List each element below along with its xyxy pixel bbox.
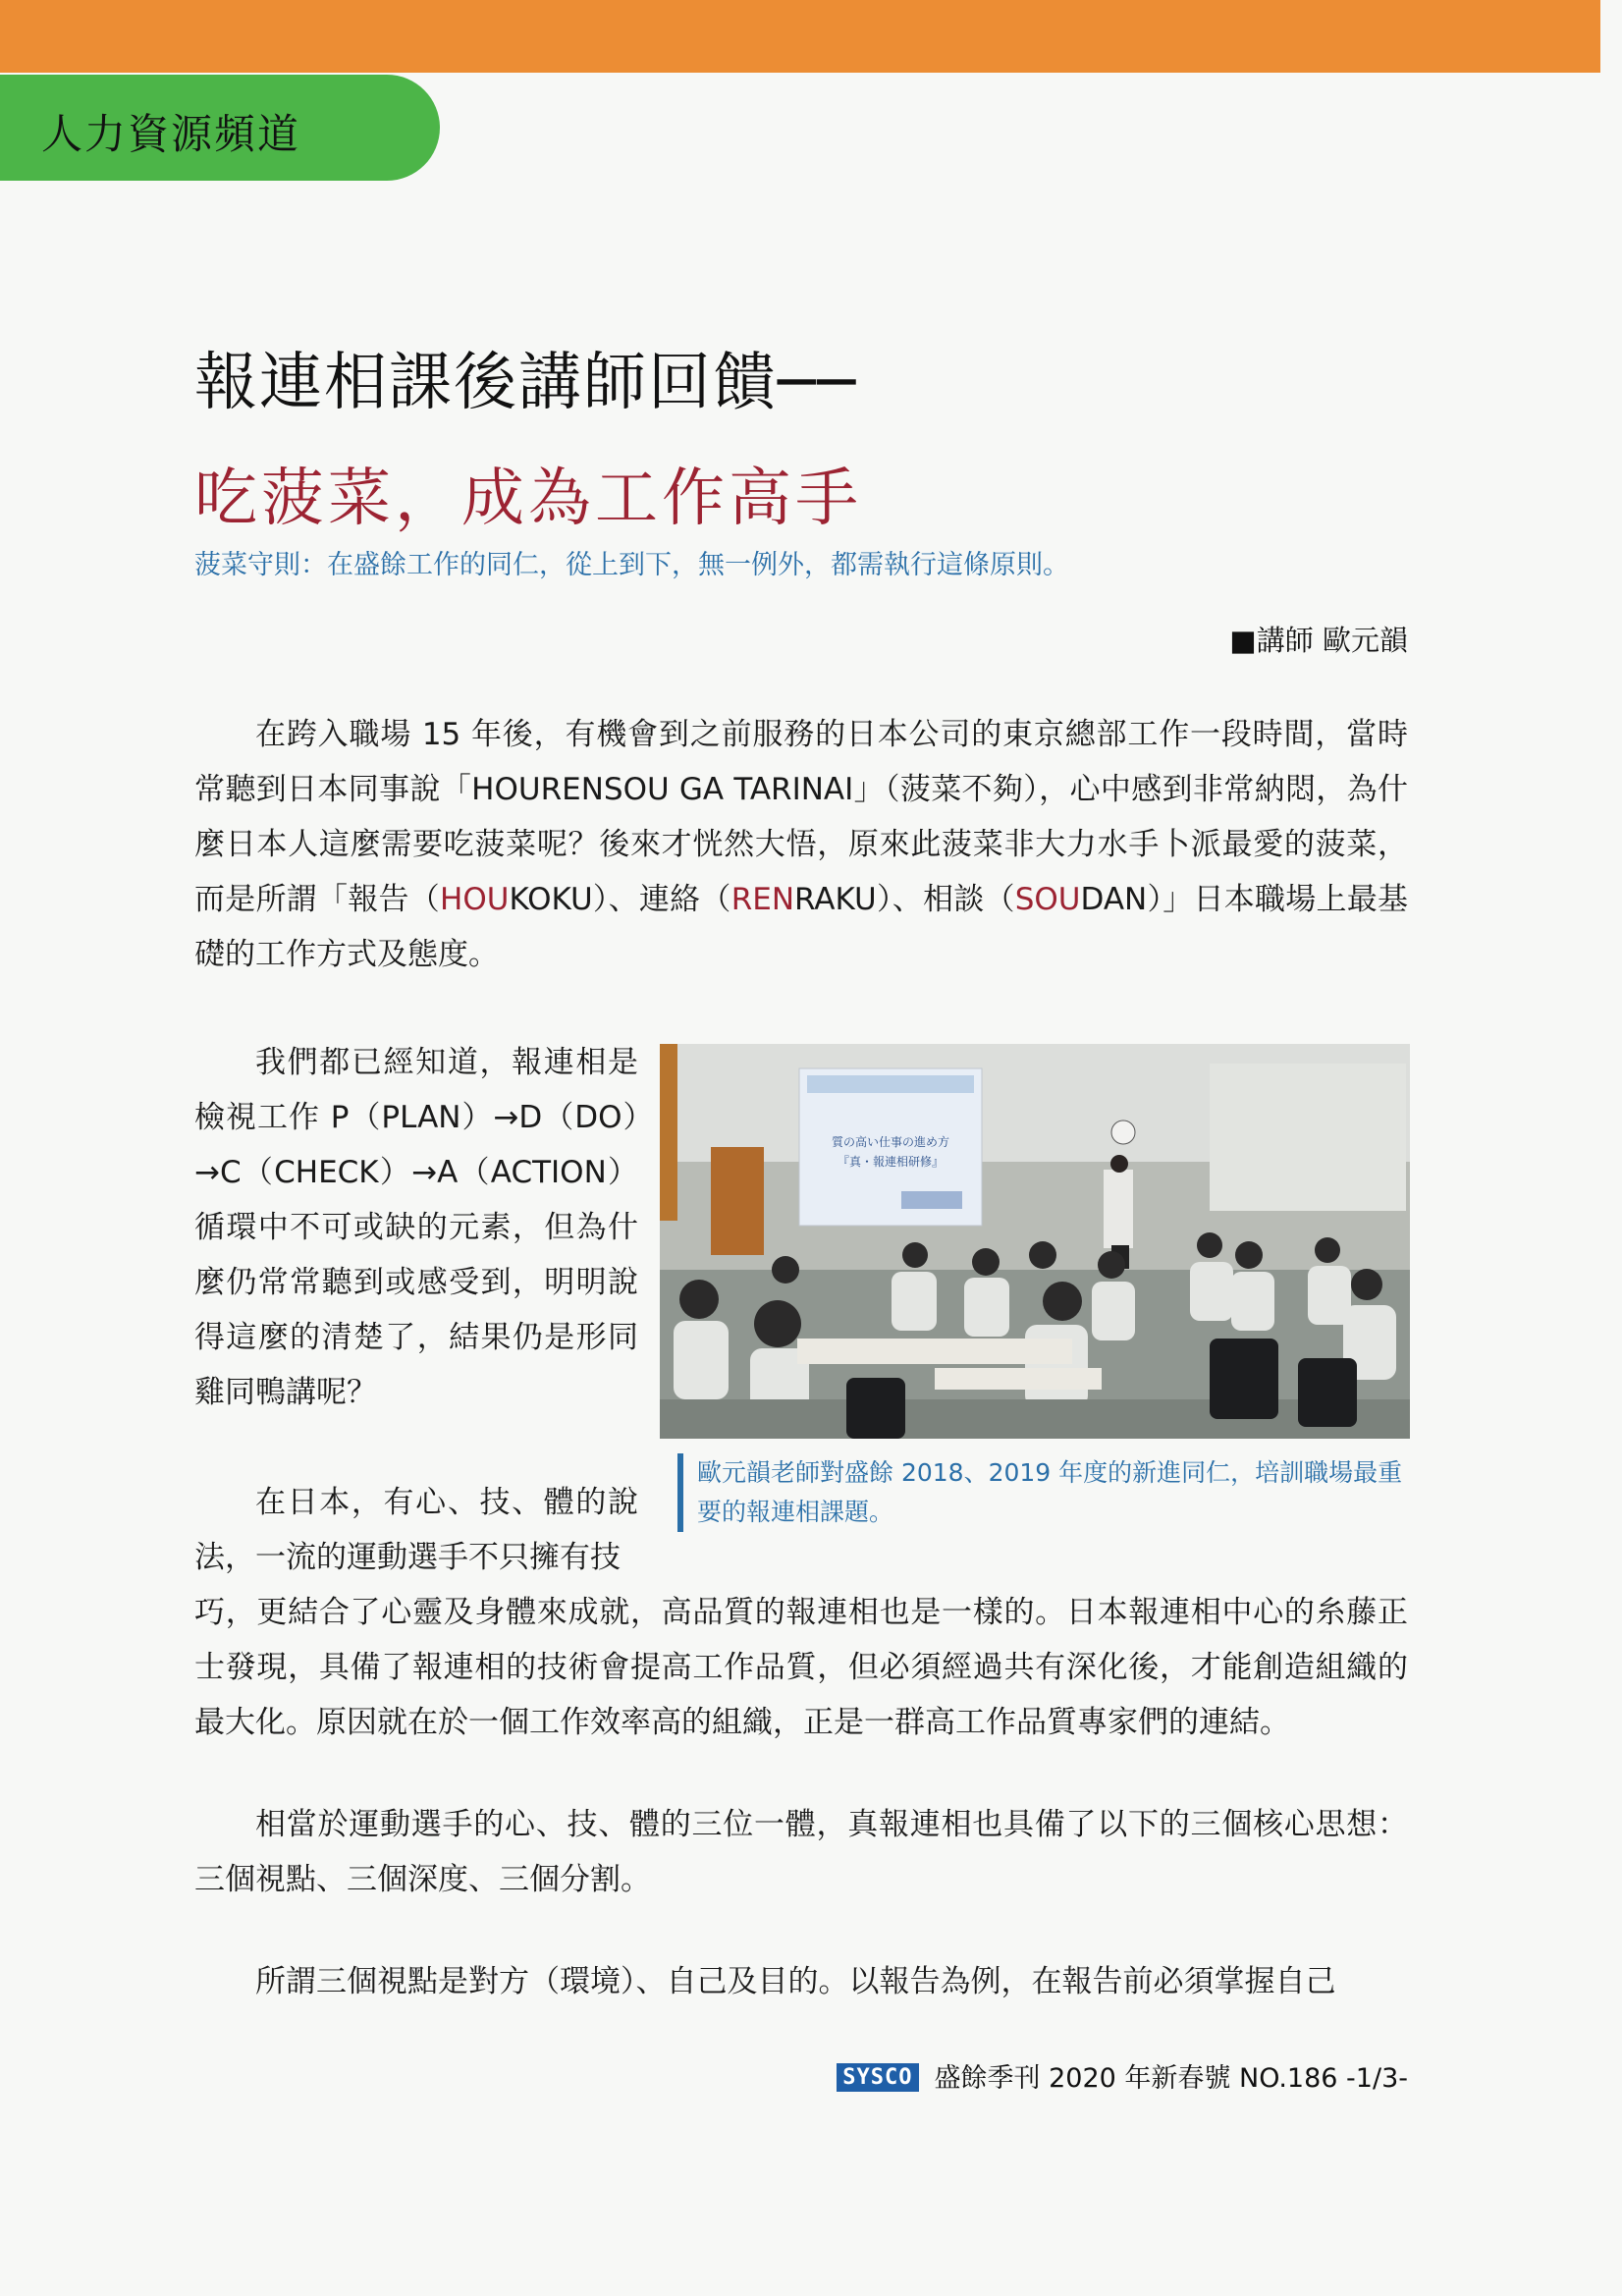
paragraph-3-continued: 巧，更結合了心靈及身體來成就，高品質的報連相也是一樣的。日本報連相中心的糸藤正士發現，具備了報連相的技術會提高工作品質，但必須經過共有深化後，才能創造組織的最大化。原因就在於一個工作效率高的組織，正是一群高工作品質專家們的連結。 — [194, 1595, 1408, 1740]
channel-tab — [0, 75, 440, 181]
photo-illustration — [660, 1044, 1410, 1439]
paragraph-5: 所謂三個視點是對方（環境）、自己及目的。以報告為例，在報告前必須掌握自己 — [255, 1964, 1336, 1999]
paragraph-2: 我們都已經知道，報連相是檢視工作 P（PLAN）→D（DO）→C（CHECK）→A（ACTION）循環中不可或缺的元素，但為什麼仍常常聽到或感受到，明明說得這麼的清楚了，結果仍是形同雞同鴨講呢？ — [194, 1045, 638, 1410]
sysco-logo: SYSCO — [837, 2063, 918, 2092]
paragraph-4: 相當於運動選手的心、技、體的三位一體，真報連相也具備了以下的三個核心思想：三個視點、三個深度、三個分割。 — [194, 1807, 1408, 1897]
slide-line-2: 『真・報連相研修』 — [837, 1155, 945, 1169]
soudan-highlight: SOU — [1014, 882, 1081, 917]
paragraph-3-start: 在日本，有心、技、體的說法，一流的運動選手不只擁有技 — [194, 1485, 638, 1575]
paragraph-1: 在跨入職場 15 年後，有機會到之前服務的日本公司的東京總部工作一段時間，當時常聽到日本同事說「HOURENSOU GA TARINAI」（菠菜不夠），心中感到非常納悶，為什麼日本人這麼需要吃菠菜呢？後來才恍然大悟，原來此菠菜非大力水手卜派最愛的菠菜，而是所謂「報告（HOUKOKU）、連絡（RENRAKU）、相談（SOUDAN）」日本職場上最基礎的工作方式及態度。 — [194, 717, 1408, 972]
renraku-highlight: REN — [730, 882, 795, 917]
top-color-bar — [0, 0, 1600, 73]
page-footer — [837, 2056, 1408, 2095]
article-deck: 菠菜守則：在盛餘工作的同仁，從上到下，無一例外，都需執行這條原則。 — [194, 550, 1069, 580]
article-title: 報連相課後講師回饋── — [194, 347, 858, 419]
article-subtitle: 吃菠菜，成為工作高手 — [194, 463, 862, 535]
training-class-photo — [660, 1044, 1410, 1439]
houkoku-highlight: HOU — [440, 882, 510, 917]
author-byline: ■講師 歐元韻 — [1229, 624, 1408, 657]
photo-caption: 歐元韻老師對盛餘 2018、2019 年度的新進同仁，培訓職場最重要的報連相課題。 — [677, 1453, 1424, 1532]
slide-line-1: 質の高い仕事の進め方 — [831, 1135, 950, 1149]
channel-label: 人力資源頻道 — [41, 110, 301, 158]
issue-info: 盛餘季刊 2020 年新春號 NO.186 -1/3- — [934, 2063, 1408, 2094]
